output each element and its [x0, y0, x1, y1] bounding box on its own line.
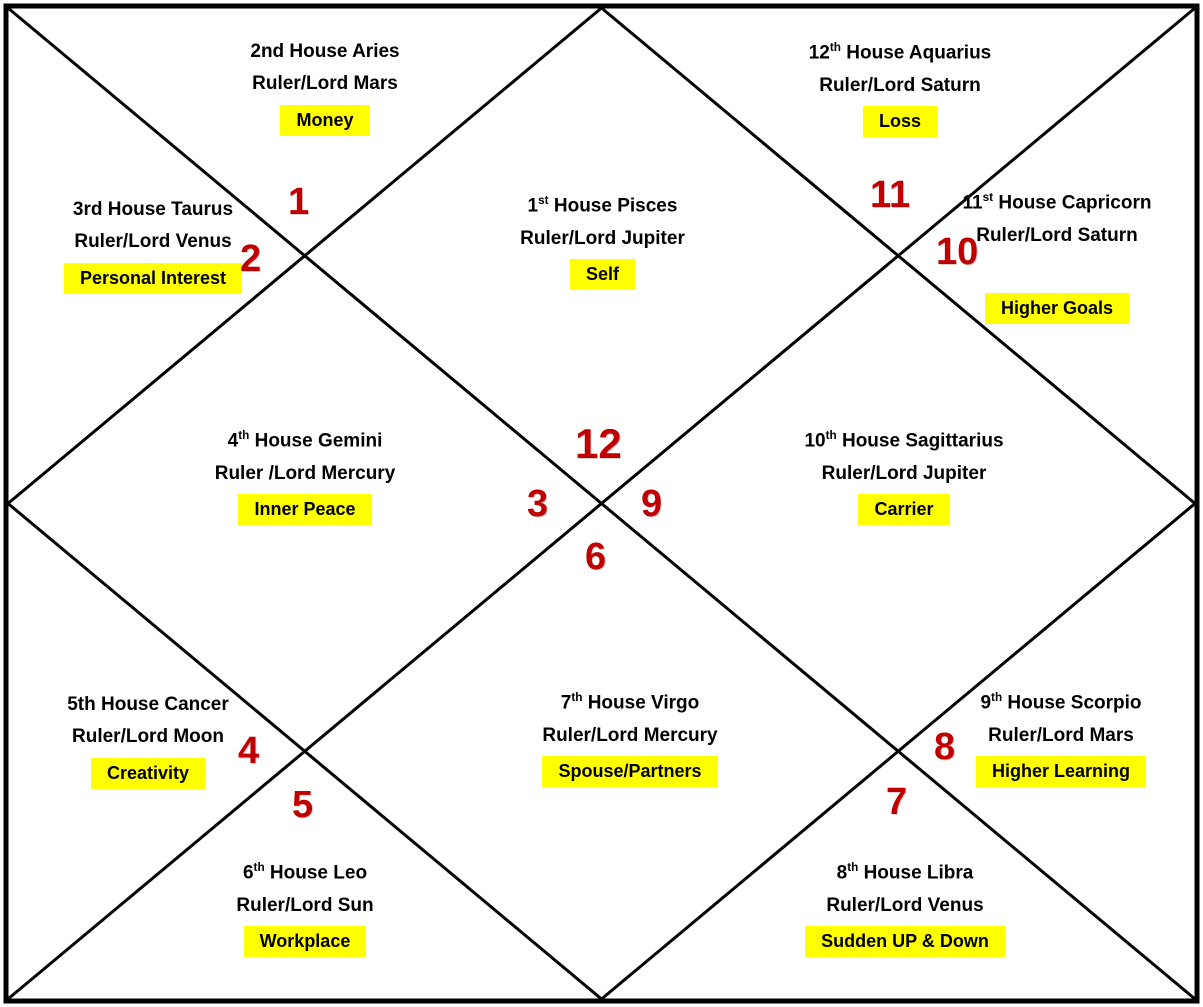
- house-1: [420, 193, 785, 290]
- house-number-8: 8: [934, 726, 956, 768]
- house-4-title: 4th House Gemini: [227, 429, 383, 452]
- house-11-ruler: Ruler/Lord Saturn: [976, 224, 1138, 246]
- house-number-5: 5: [292, 784, 314, 826]
- house-9-title: 9th House Scorpio: [980, 691, 1142, 714]
- house-number-6: 6: [585, 536, 607, 578]
- house-10-title: 10th House Sagittarius: [804, 429, 1004, 452]
- house-6: [140, 860, 470, 957]
- house-12-ruler: Ruler/Lord Saturn: [819, 74, 981, 96]
- house-6-keyword: Workplace: [244, 926, 367, 957]
- house-8-ruler: Ruler/Lord Venus: [826, 894, 984, 916]
- house-2-ruler: Ruler/Lord Mars: [252, 73, 398, 95]
- house-11-title: 11st House Capricorn: [962, 191, 1152, 214]
- house-3-keyword: Personal Interest: [64, 263, 242, 294]
- house-12-keyword: Loss: [863, 106, 937, 137]
- house-3-ruler: Ruler/Lord Venus: [74, 231, 232, 253]
- house-2-title: 2nd House Aries: [250, 41, 400, 62]
- house-6-ruler: Ruler/Lord Sun: [236, 894, 374, 916]
- house-4: [130, 428, 480, 525]
- house-number-7: 7: [886, 781, 908, 823]
- house-1-keyword: Self: [570, 259, 635, 290]
- house-number-3: 3: [527, 483, 549, 525]
- house-4-ruler: Ruler /Lord Mercury: [214, 462, 396, 484]
- house-10: [728, 428, 1080, 525]
- house-8-title: 8th House Libra: [836, 861, 974, 884]
- house-number-12: 12: [575, 420, 622, 467]
- house-1-title: 1st House Pisces: [527, 194, 678, 217]
- house-11-keyword: Higher Goals: [985, 293, 1129, 324]
- house-5-keyword: Creativity: [91, 758, 205, 789]
- house-number-11: 11: [870, 174, 911, 216]
- house-number-10: 10: [936, 231, 979, 273]
- house-7-ruler: Ruler/Lord Mercury: [542, 724, 718, 746]
- house-6-title: 6th House Leo: [242, 861, 368, 884]
- house-number-1: 1: [288, 181, 310, 223]
- house-7-title: 7th House Virgo: [560, 691, 700, 714]
- house-5-ruler: Ruler/Lord Moon: [72, 726, 224, 748]
- house-2-keyword: Money: [280, 105, 369, 136]
- house-9-keyword: Higher Learning: [976, 756, 1146, 787]
- house-3-title: 3rd House Taurus: [72, 199, 234, 220]
- house-5-title: 5th House Cancer: [67, 694, 229, 715]
- house-8-keyword: Sudden UP & Down: [805, 926, 1005, 957]
- house-2: [140, 40, 510, 136]
- house-7-keyword: Spouse/Partners: [542, 756, 717, 787]
- house-12-title: 12th House Aquarius: [808, 41, 992, 64]
- house-10-ruler: Ruler/Lord Jupiter: [821, 462, 987, 484]
- house-10-keyword: Carrier: [858, 494, 949, 525]
- house-1-ruler: Ruler/Lord Jupiter: [520, 227, 685, 249]
- house-4-keyword: Inner Peace: [238, 494, 371, 525]
- house-12: [710, 40, 1090, 137]
- house-9: [920, 690, 1202, 787]
- house-number-2: 2: [240, 238, 262, 280]
- house-number-9: 9: [641, 483, 663, 525]
- house-7: [440, 690, 820, 787]
- house-8: [740, 860, 1070, 957]
- house-9-ruler: Ruler/Lord Mars: [988, 724, 1134, 746]
- house-number-4: 4: [238, 730, 260, 772]
